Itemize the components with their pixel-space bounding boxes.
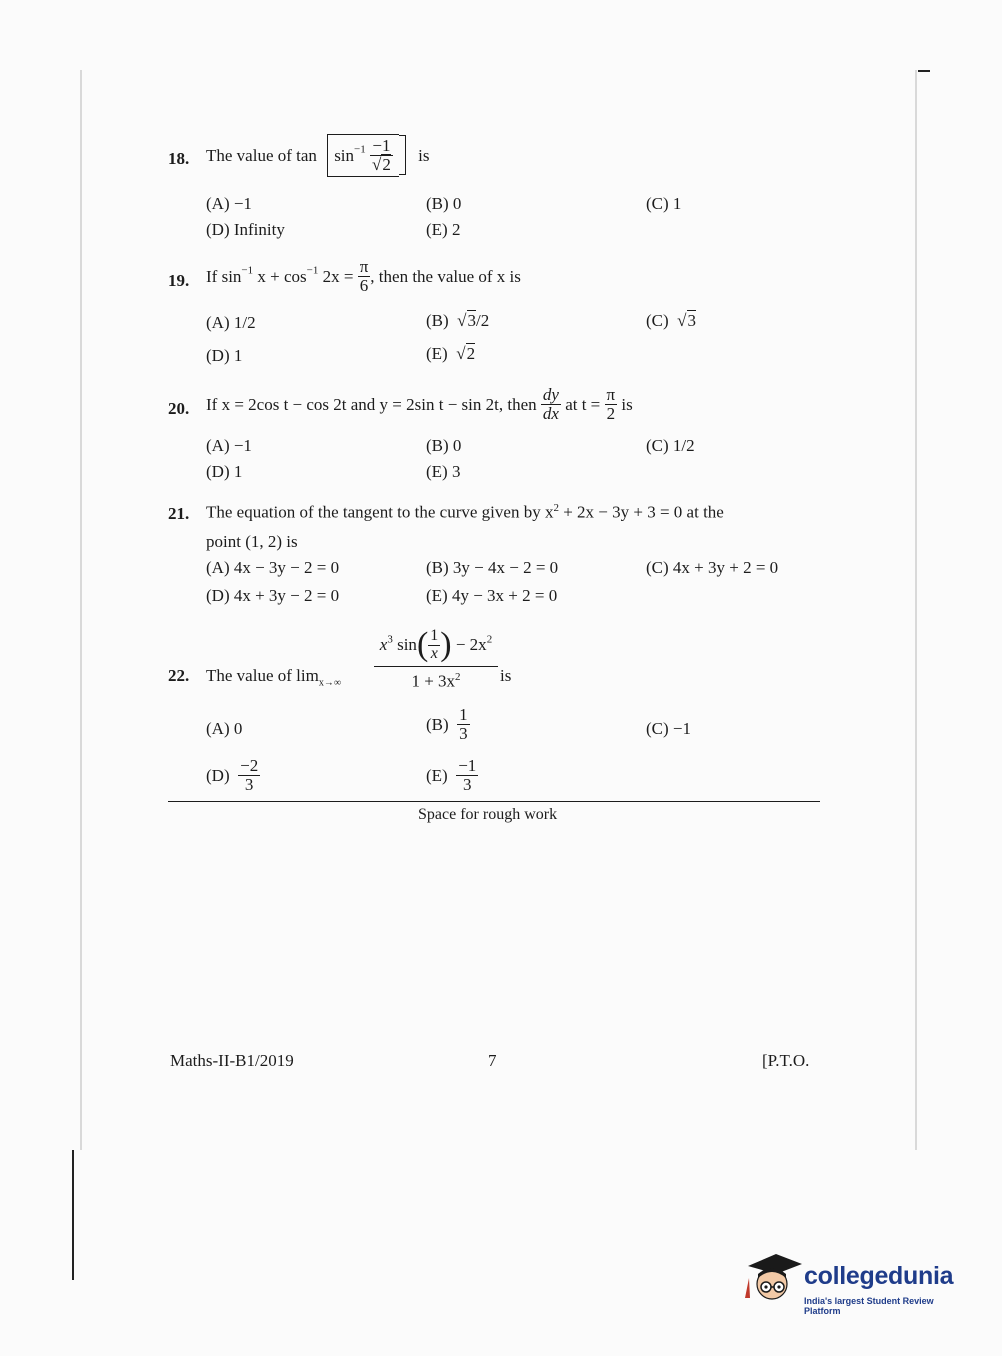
fraction: $\frac{-1}{√2}$	[372, 136, 391, 174]
option-d: (D) 1	[206, 346, 243, 365]
option-e: (E) √2	[426, 344, 476, 363]
question-stem: The value of $\tan \sin^{-1}$ $\frac{-1}{√2}$ is	[206, 134, 429, 177]
mascot-graduate-icon	[742, 1248, 804, 1310]
option-b: (B) √3/2	[426, 311, 490, 330]
option-c: (C) 4x + 3y + 2 = 0	[646, 558, 779, 577]
page-top-mark	[918, 70, 930, 72]
page-right-edge	[915, 70, 917, 1150]
fraction: $\frac{\pi}{6}$	[359, 257, 369, 295]
option-d: (D) $\frac{-2}{3}$	[206, 756, 259, 794]
question-number: 18.	[168, 149, 190, 168]
option-a: (A) 1/2	[206, 313, 256, 332]
option-b: (B) 0	[426, 194, 462, 213]
stem-is: is	[500, 666, 512, 685]
option-c: (C) 1/2	[646, 436, 695, 455]
option-a: (A) −1	[206, 194, 252, 213]
rough-work-label: Space for rough work	[418, 806, 558, 823]
brand-tagline: India's largest Student Review Platform	[804, 1296, 934, 1316]
question-stem: If $\sin^{-1} x + \cos^{-1} 2x$ = $\frac{\pi}{6}$ , then the value of x is	[206, 257, 521, 295]
page-left-edge	[80, 70, 82, 1150]
derivative-fraction: $\frac{dy}{dx}$	[542, 385, 559, 423]
option-e: (E) $\frac{-1}{3}$	[426, 756, 477, 794]
option-b: (B) 3y − 4x − 2 = 0	[426, 558, 559, 577]
limit-denominator: $1 + 3x^2$	[411, 671, 461, 691]
option-a: (A) 4x − 3y − 2 = 0	[206, 558, 340, 577]
option-e: (E) 4y − 3x + 2 = 0	[426, 586, 558, 605]
footer-page-number: 7	[488, 1051, 497, 1070]
question-stem-line-1: The equation of the tangent to the curve given by $x^2 + 2x - 3y + 3 = 0$ at the	[206, 502, 724, 522]
rough-work-divider	[168, 801, 820, 802]
option-c: (C) √3	[646, 311, 697, 330]
option-d: (D) 1	[206, 462, 243, 481]
footer-pto: [P.T.O.	[762, 1051, 810, 1070]
footer-code: Maths-II-B1/2019	[170, 1051, 294, 1070]
brand-name: collegedunia	[804, 1262, 954, 1290]
page-left-dark-edge	[72, 1150, 74, 1280]
limit-fraction	[374, 626, 498, 692]
option-c: (C) 1	[646, 194, 682, 213]
option-b: (B) $\frac{1}{3}$	[426, 705, 468, 743]
option-e: (E) 2	[426, 220, 461, 239]
option-c: (C) −1	[646, 719, 691, 738]
limit-numerator: $x^3$ sin( $\frac{1}{x}$ ) − $2x^2$	[374, 626, 498, 667]
fraction: $\frac{\pi}{2}$	[606, 385, 616, 423]
question-number: 19.	[168, 271, 190, 290]
collegedunia-logo	[742, 1248, 972, 1318]
option-a: (A) 0	[206, 719, 243, 738]
option-e: (E) 3	[426, 462, 461, 481]
question-stem: If x = 2cos t − cos 2t and y = 2sin t − sin 2t, then $\frac{dy}{dx}$ at t = $\frac{\pi}{2}$ is	[206, 385, 633, 423]
question-number: 21.	[168, 504, 190, 523]
option-d: (D) 4x + 3y − 2 = 0	[206, 586, 340, 605]
question-number: 22.	[168, 666, 190, 685]
question-number: 20.	[168, 399, 190, 418]
option-b: (B) 0	[426, 436, 462, 455]
question-stem: The value of $\lim_{x\to\infty}$	[206, 666, 341, 689]
question-stem-line-2: point (1, 2) is	[206, 532, 298, 551]
option-a: (A) −1	[206, 436, 252, 455]
option-d: (D) Infinity	[206, 220, 285, 239]
bracket-expression: $\sin^{-1}$ $\frac{-1}{√2}$	[327, 134, 399, 177]
